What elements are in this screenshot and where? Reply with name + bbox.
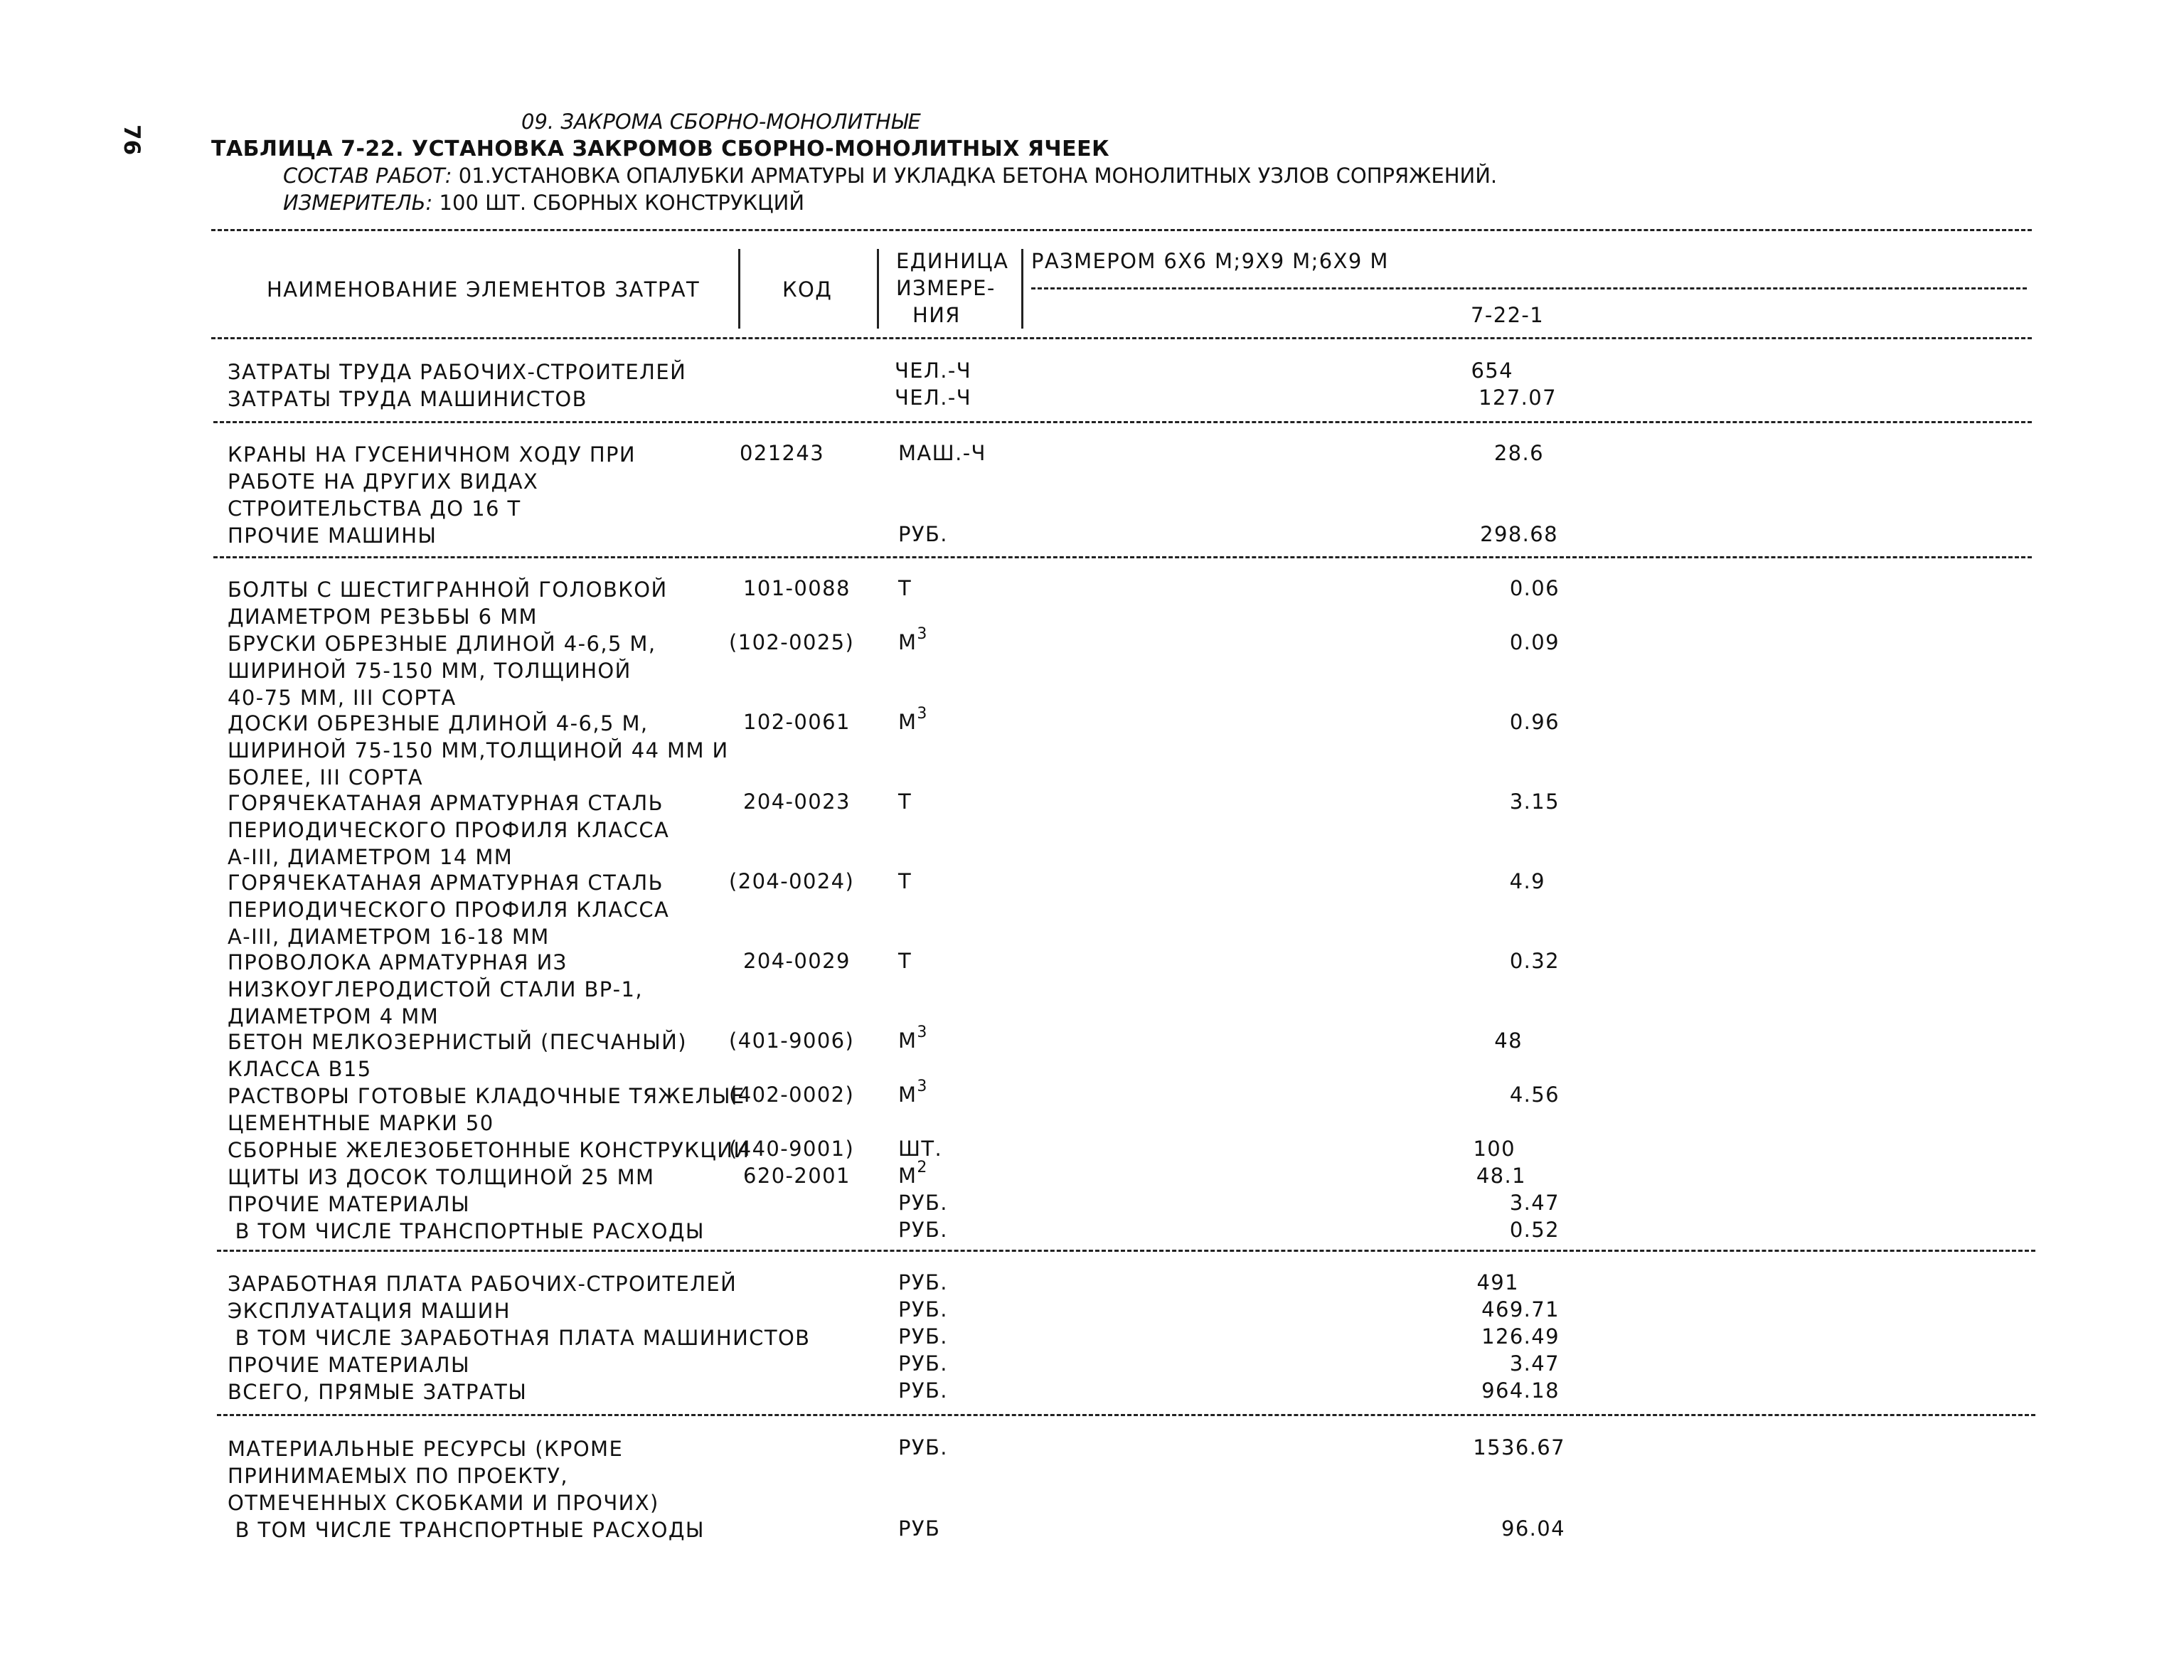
row-unit: Т bbox=[898, 869, 912, 893]
row-value: 0.32 bbox=[1509, 949, 1560, 973]
row-name: ЗАТРАТЫ ТРУДА РАБОЧИХ-СТРОИТЕЛЕЙ bbox=[228, 360, 687, 384]
row-value: 126.49 bbox=[1481, 1324, 1560, 1349]
row-value: 964.18 bbox=[1481, 1378, 1560, 1403]
row-unit bbox=[898, 1159, 928, 1188]
row-name: ГОРЯЧЕКАТАНАЯ АРМАТУРНАЯ СТАЛЬ ПЕРИОДИЧЕСКОГО ПРОФИЛЯ КЛАССА А-III, ДИАМЕТРОМ 16-18 ММ bbox=[228, 871, 670, 949]
divider bbox=[213, 421, 2032, 423]
row-code: 204-0023 bbox=[743, 790, 851, 814]
row-name: БРУСКИ ОБРЕЗНЫЕ ДЛИНОЙ 4-6,5 М, ШИРИНОЙ 75-150 ММ, ТОЛЩИНОЙ 40-75 ММ, III СОРТА bbox=[228, 632, 656, 710]
row-unit: РУБ bbox=[898, 1516, 941, 1541]
row-name: БОЛТЫ С ШЕСТИГРАННОЙ ГОЛОВКОЙ ДИАМЕТРОМ РЕЗЬБЫ 6 ММ bbox=[228, 578, 668, 629]
row-code: 021243 bbox=[740, 441, 825, 465]
row-unit: Т bbox=[898, 576, 912, 600]
row-name: ЩИТЫ ИЗ ДОСОК ТОЛЩИНОЙ 25 ММ bbox=[228, 1165, 655, 1189]
row-name: СБОРНЫЕ ЖЕЛЕЗОБЕТОННЫЕ КОНСТРУКЦИИ bbox=[228, 1138, 750, 1162]
meter-label: ИЗМЕРИТЕЛЬ: bbox=[283, 191, 433, 215]
row-value: 4.9 bbox=[1509, 869, 1545, 893]
header-code-col: КОД bbox=[782, 277, 833, 302]
row-unit bbox=[898, 705, 928, 734]
row-name: В ТОМ ЧИСЛЕ ТРАНСПОРТНЫЕ РАСХОДЫ bbox=[228, 1219, 705, 1243]
row-value: 0.09 bbox=[1509, 630, 1560, 654]
unit-text: М bbox=[898, 1083, 917, 1107]
row-unit: РУБ. bbox=[898, 1324, 948, 1349]
row-code: (204-0024) bbox=[729, 869, 855, 893]
row-name: ПРОЧИЕ МАТЕРИАЛЫ bbox=[228, 1353, 470, 1377]
row-unit bbox=[898, 625, 928, 654]
row-value: 654 bbox=[1471, 358, 1513, 383]
unit-exponent: 3 bbox=[917, 705, 928, 723]
header-separator bbox=[1021, 249, 1023, 329]
work-composition bbox=[283, 164, 1497, 188]
header-size-col: РАЗМЕРОМ 6Х6 М;9Х9 М;6Х9 М bbox=[1031, 249, 1389, 273]
header-separator bbox=[877, 249, 879, 329]
row-name: ВСЕГО, ПРЯМЫЕ ЗАТРАТЫ bbox=[228, 1380, 528, 1404]
row-value: 0.06 bbox=[1509, 576, 1560, 600]
row-unit: РУБ. bbox=[898, 522, 948, 546]
row-value: 4.56 bbox=[1509, 1083, 1560, 1107]
row-name: ГОРЯЧЕКАТАНАЯ АРМАТУРНАЯ СТАЛЬ ПЕРИОДИЧЕСКОГО ПРОФИЛЯ КЛАССА А-III, ДИАМЕТРОМ 14 ММ bbox=[228, 791, 670, 869]
row-code: (402-0002) bbox=[729, 1083, 855, 1107]
row-code: (440-9001) bbox=[729, 1137, 855, 1161]
unit-exponent: 2 bbox=[917, 1159, 928, 1177]
row-unit: ШТ. bbox=[898, 1137, 943, 1161]
row-value: 48 bbox=[1494, 1028, 1523, 1053]
row-name: ПРОВОЛОКА АРМАТУРНАЯ ИЗ НИЗКОУГЛЕРОДИСТОЙ СТАЛИ ВР-1, ДИАМЕТРОМ 4 ММ bbox=[228, 950, 643, 1028]
header-separator bbox=[738, 249, 740, 329]
header-name-col: НАИМЕНОВАНИЕ ЭЛЕМЕНТОВ ЗАТРАТ bbox=[267, 277, 701, 302]
row-name: ПРОЧИЕ МАШИНЫ bbox=[228, 523, 437, 548]
row-unit: РУБ. bbox=[898, 1191, 948, 1215]
row-code: (401-9006) bbox=[729, 1028, 855, 1053]
divider bbox=[211, 337, 2032, 339]
row-value: 100 bbox=[1473, 1137, 1516, 1161]
unit-text: М bbox=[898, 1028, 917, 1053]
unit-text: М bbox=[898, 710, 917, 734]
meter-text: 100 ШТ. СБОРНЫХ КОНСТРУКЦИЙ bbox=[439, 191, 805, 215]
row-unit: РУБ. bbox=[898, 1435, 948, 1460]
row-value: 127.07 bbox=[1479, 386, 1557, 410]
row-unit: РУБ. bbox=[898, 1351, 948, 1376]
unit-text: М bbox=[898, 1164, 917, 1188]
row-value: 48.1 bbox=[1476, 1164, 1526, 1188]
row-name: РАСТВОРЫ ГОТОВЫЕ КЛАДОЧНЫЕ ТЯЖЕЛЫЕ ЦЕМЕНТНЫЕ МАРКИ 50 bbox=[228, 1084, 745, 1135]
row-name: В ТОМ ЧИСЛЕ ТРАНСПОРТНЫЕ РАСХОДЫ bbox=[228, 1518, 705, 1542]
row-unit: РУБ. bbox=[898, 1378, 948, 1403]
work-text: 01.УСТАНОВКА ОПАЛУБКИ АРМАТУРЫ И УКЛАДКА БЕТОНА МОНОЛИТНЫХ УЗЛОВ СОПРЯЖЕНИЙ. bbox=[458, 164, 1498, 188]
row-name: ЗАРАБОТНАЯ ПЛАТА РАБОЧИХ-СТРОИТЕЛЕЙ bbox=[228, 1272, 737, 1296]
row-value: 0.52 bbox=[1509, 1218, 1560, 1242]
row-value: 28.6 bbox=[1493, 441, 1544, 465]
header-unit-col-2: ИЗМЕРЕ- bbox=[896, 276, 996, 300]
row-value: 96.04 bbox=[1501, 1516, 1565, 1541]
unit-text: М bbox=[898, 630, 917, 654]
divider bbox=[211, 229, 2032, 231]
row-code: 620-2001 bbox=[743, 1164, 851, 1188]
unit-exponent: 3 bbox=[917, 1024, 928, 1042]
measure-unit bbox=[283, 191, 804, 215]
row-code: 204-0029 bbox=[743, 949, 851, 973]
header-subdivider bbox=[1031, 287, 2027, 289]
row-code: 101-0088 bbox=[743, 576, 851, 600]
row-value: 3.47 bbox=[1509, 1351, 1560, 1376]
row-name: ЭКСПЛУАТАЦИЯ МАШИН bbox=[228, 1299, 511, 1323]
row-value: 3.47 bbox=[1509, 1191, 1560, 1215]
divider bbox=[217, 1250, 2035, 1252]
row-name: КРАНЫ НА ГУСЕНИЧНОМ ХОДУ ПРИ РАБОТЕ НА ДРУГИХ ВИДАХ СТРОИТЕЛЬСТВА ДО 16 Т bbox=[228, 442, 636, 521]
page-number: 76 bbox=[119, 124, 144, 156]
work-label: СОСТАВ РАБОТ: bbox=[283, 164, 452, 188]
row-name: ПРОЧИЕ МАТЕРИАЛЫ bbox=[228, 1192, 470, 1216]
row-value: 1536.67 bbox=[1473, 1435, 1565, 1460]
row-name: БЕТОН МЕЛКОЗЕРНИСТЫЙ (ПЕСЧАНЫЙ) КЛАССА В15 bbox=[228, 1030, 687, 1081]
row-code: 102-0061 bbox=[743, 710, 851, 734]
row-value: 3.15 bbox=[1509, 790, 1560, 814]
unit-exponent: 3 bbox=[917, 1078, 928, 1096]
row-value: 298.68 bbox=[1480, 522, 1558, 546]
row-unit: ЧЕЛ.-Ч bbox=[895, 386, 971, 410]
row-unit: РУБ. bbox=[898, 1270, 948, 1294]
table-title: ТАБЛИЦА 7-22. УСТАНОВКА ЗАКРОМОВ СБОРНО-МОНОЛИТНЫХ ЯЧЕЕК bbox=[211, 137, 1110, 161]
header-unit-col-3: НИЯ bbox=[912, 303, 961, 327]
divider bbox=[213, 556, 2032, 558]
unit-exponent: 3 bbox=[917, 625, 928, 644]
header-norm-id: 7-22-1 bbox=[1471, 303, 1545, 327]
row-unit bbox=[898, 1078, 928, 1107]
row-unit: Т bbox=[898, 790, 912, 814]
row-unit: РУБ. bbox=[898, 1297, 948, 1322]
row-unit: ЧЕЛ.-Ч bbox=[895, 358, 971, 383]
row-value: 469.71 bbox=[1481, 1297, 1560, 1322]
row-unit: РУБ. bbox=[898, 1218, 948, 1242]
row-unit: Т bbox=[898, 949, 912, 973]
row-name: МАТЕРИАЛЬНЫЕ РЕСУРСЫ (КРОМЕ ПРИНИМАЕМЫХ ПО ПРОЕКТУ, ОТМЕЧЕННЫХ СКОБКАМИ И ПРОЧИХ) bbox=[228, 1437, 659, 1515]
row-value: 0.96 bbox=[1509, 710, 1560, 734]
row-name: ЗАТРАТЫ ТРУДА МАШИНИСТОВ bbox=[228, 387, 587, 411]
row-name: ДОСКИ ОБРЕЗНЫЕ ДЛИНОЙ 4-6,5 М, ШИРИНОЙ 75-150 ММ,ТОЛЩИНОЙ 44 ММ И БОЛЕЕ, III СОРТА bbox=[228, 711, 729, 790]
row-code: (102-0025) bbox=[729, 630, 855, 654]
header-unit-col-1: ЕДИНИЦА bbox=[896, 249, 1009, 273]
section-title: 09. ЗАКРОМА СБОРНО-МОНОЛИТНЫЕ bbox=[521, 110, 921, 134]
row-name: В ТОМ ЧИСЛЕ ЗАРАБОТНАЯ ПЛАТА МАШИНИСТОВ bbox=[228, 1326, 811, 1350]
row-unit bbox=[898, 1024, 928, 1053]
row-unit: МАШ.-Ч bbox=[898, 441, 986, 465]
divider bbox=[217, 1414, 2035, 1416]
row-value: 491 bbox=[1476, 1270, 1519, 1294]
